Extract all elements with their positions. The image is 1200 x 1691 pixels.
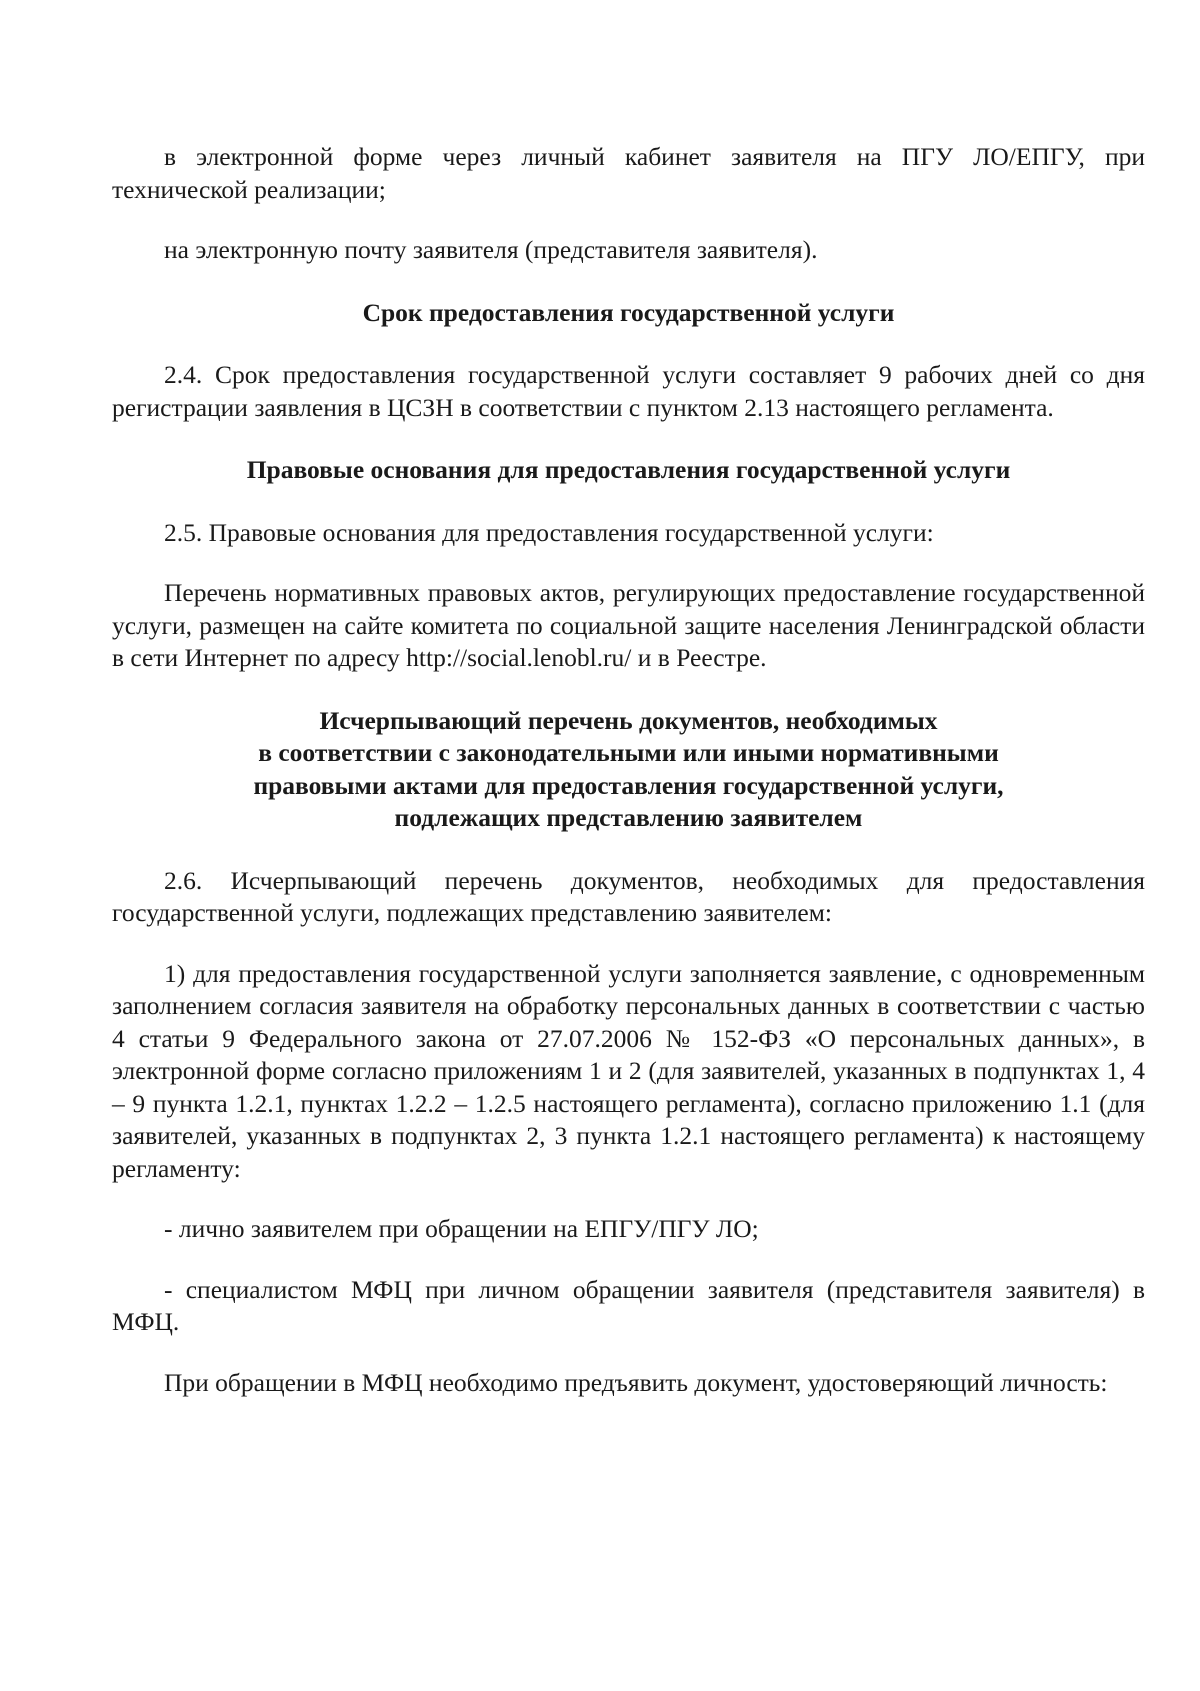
paragraph-2-6: 2.6. Исчерпывающий перечень документов, необходимых для предоставления государственной услуги, подлежащих представлению заявителем: xyxy=(112,865,1145,927)
paragraph-electronic-cabinet: в электронной форме через личный кабинет заявителя на ПГУ ЛО/ЕПГУ, при технической реализации; xyxy=(112,142,1145,204)
paragraph-2-5: 2.5. Правовые основания для предоставления государственной услуги: xyxy=(164,517,934,547)
heading-documents-line-4: подлежащих представлению заявителем xyxy=(394,803,863,832)
paragraph-mfc-identity-document: При обращении в МФЦ необходимо предъявить документ, удостоверяющий личность: xyxy=(164,1367,1108,1397)
heading-documents-line-1: Исчерпывающий перечень документов, необходимых xyxy=(319,705,938,735)
heading-documents-list xyxy=(112,705,1145,835)
paragraph-item-1: 1) для предоставления государственной услуги заполняется заявление, с одновременным заполнением согласия заявителя на обработку персональных данных в соответствии с частью 4 статьи 9 Федерального закона от 27.07.2006 № 152-ФЗ «О персональных данных», в электронной форме согласно приложениям 1 и 2 (для заявителей, указанных в подпунктах 1, 4 – 9 пункта 1.2.1, пунктах 1.2.2 – 1.2.5 настоящего регламента), согласно приложению 1.1 (для заявителей, указанных в подпунктах 2, 3 пункта 1.2.1 настоящего регламента) к настоящему регламенту: xyxy=(112,958,1145,1183)
paragraph-email: на электронную почту заявителя (представителя заявителя). xyxy=(164,235,818,264)
heading-service-term: Срок предоставления государственной услуги xyxy=(362,297,895,327)
paragraph-2-4: 2.4. Срок предоставления государственной услуги составляет 9 рабочих дней со дня регистрации заявления в ЦСЗН в соответствии с пунктом 2.13 настоящего регламента. xyxy=(112,360,1145,422)
document-page xyxy=(112,141,1145,1399)
paragraph-legal-acts-list: Перечень нормативных правовых актов, регулирующих предоставление государственной услуги, размещен на сайте комитета по социальной защите населения Ленинградской области в сети Интернет по адресу http://social.lenobl.ru/ и в Реестре. xyxy=(112,578,1145,672)
paragraph-by-mfc-specialist: - специалистом МФЦ при личном обращении заявителя (представителя заявителя) в МФЦ. xyxy=(112,1274,1145,1336)
heading-documents-line-3: правовыми актами для предоставления государственной услуги, xyxy=(253,770,1004,800)
heading-legal-grounds: Правовые основания для предоставления государственной услуги xyxy=(246,455,1011,484)
heading-documents-line-2: в соответствии с законодательными или иными нормативными xyxy=(258,738,999,767)
paragraph-personally-by-applicant: - лично заявителем при обращении на ЕПГУ/ПГУ ЛО; xyxy=(164,1214,759,1243)
